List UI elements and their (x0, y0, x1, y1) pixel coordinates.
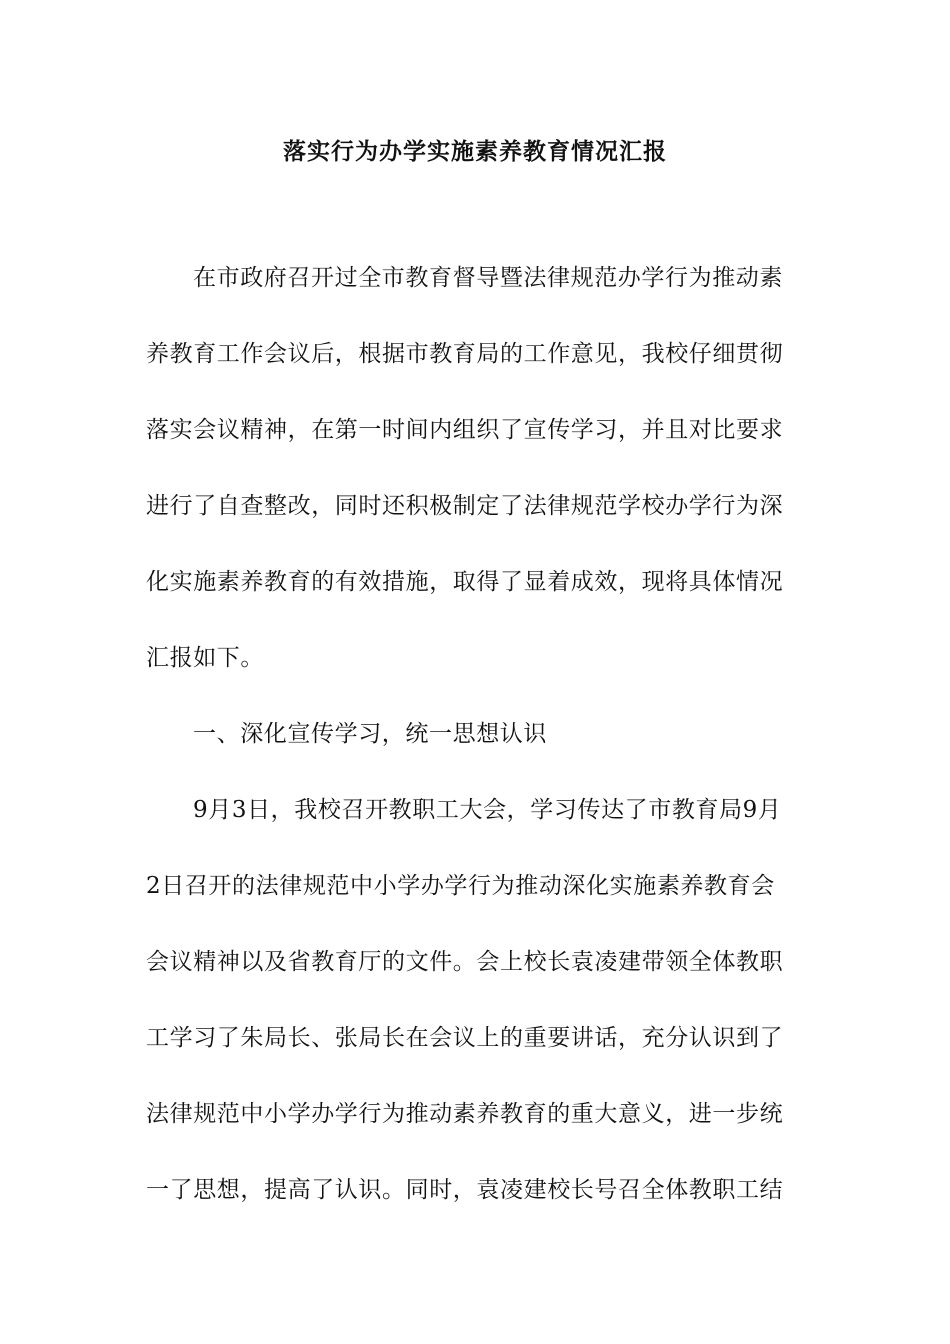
paragraph-line: 工学习了朱局长、张局长在会议上的重要讲话，充分认识到了 (146, 1025, 784, 1051)
section-heading: 一、深化宣传学习，统一思想认识 (193, 721, 547, 747)
paragraph-line: 9月3日，我校召开教职工大会，学习传达了市教育局9月 (193, 797, 782, 823)
document-title: 落实行为办学实施素养教育情况汇报 (283, 139, 667, 165)
paragraph-line: 会议精神以及省教育厅的文件。会上校长袁凌建带领全体教职 (146, 949, 784, 975)
paragraph-line: 一了思想，提高了认识。同时，袁凌建校长号召全体教职工结 (146, 1177, 784, 1203)
paragraph-line: 落实会议精神，在第一时间内组织了宣传学习，并且对比要求 (146, 417, 784, 443)
paragraph-line: 2日召开的法律规范中小学办学行为推动深化实施素养教育会 (146, 873, 775, 899)
paragraph-line: 汇报如下。 (146, 645, 264, 671)
paragraph-line: 化实施素养教育的有效措施，取得了显着成效，现将具体情况 (146, 569, 784, 595)
paragraph-line: 养教育工作会议后，根据市教育局的工作意见，我校仔细贯彻 (146, 341, 784, 367)
paragraph-line: 在市政府召开过全市教育督导暨法律规范办学行为推动素 (193, 265, 783, 291)
paragraph-line: 法律规范中小学办学行为推动素养教育的重大意义，进一步统 (146, 1101, 784, 1127)
paragraph-line: 进行了自查整改，同时还积极制定了法律规范学校办学行为深 (146, 493, 784, 519)
